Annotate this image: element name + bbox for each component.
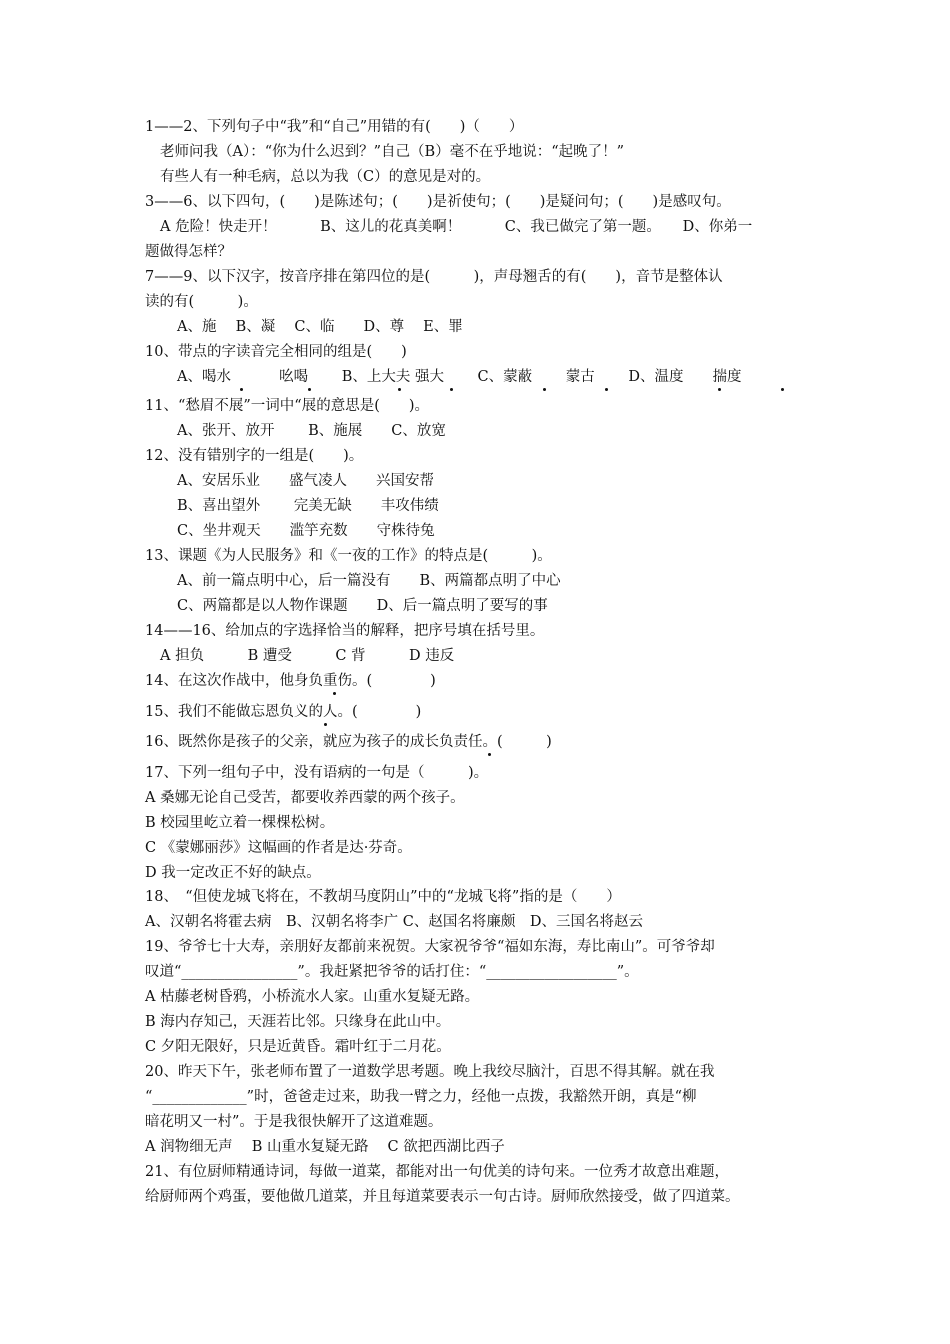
question-3-6-options: A 危险！快走开！ B、这儿的花真美啊！ C、我已做完了第一题。 D、你弟一 [160,219,753,235]
question-19-stem-cont: 叹道“________________”。我赶紧把爷爷的话打住：“__________________”。 [145,964,639,980]
emphasis-dot [308,388,311,391]
question-20-stem-cont-1: “_____________”时，爸爸走过来，助我一臂之力，经他一点拨，我豁然开朗，真是“柳 [145,1089,697,1105]
question-17-stem: 17、下列一组句子中，没有语病的一句是（ )。 [145,765,489,781]
question-20-stem-cont-2: 暗花明又一村”。于是我很快解开了这道难题。 [145,1114,443,1130]
question-11-options: A、张开、放开 B、施展 C、放宽 [177,423,446,439]
emphasis-dot [543,388,546,391]
question-21-stem-cont: 给厨师两个鸡蛋，要他做几道菜，并且每道菜要表示一句古诗。厨师欣然接受，做了四道菜。 [145,1189,740,1205]
question-21-stem: 21、有位厨师精通诗词，每做一道菜，都能对出一句优美的诗句来。一位秀才故意出难题， [145,1164,729,1180]
question-7-9-stem-cont: 读的有( )。 [145,294,258,310]
emphasis-dot [398,388,401,391]
emphasis-dot [333,692,336,695]
question-13-stem: 13、课题《为人民服务》和《一夜的工作》的特点是( )。 [145,548,552,564]
question-17-option-d: D 我一定改正不好的缺点。 [145,865,321,881]
question-16: 16、既然你是孩子的父亲，就应为孩子的成长负责任。( ) [145,734,552,750]
question-13-options-ab: A、前一篇点明中心，后一篇没有 B、两篇都点明了中心 [177,573,561,589]
emphasis-dot [718,388,721,391]
question-7-9-options: A、施 B、凝 C、临 D、尊 E、罪 [177,319,463,335]
question-1-2-sentence-2: 有些人有一种毛病，总以为我（C）的意见是对的。 [160,169,491,185]
emphasis-dot [450,388,453,391]
question-14-16-stem: 14——16、给加点的字选择恰当的解释，把序号填在括号里。 [145,623,545,639]
question-18-stem: 18、 “但使龙城飞将在，不教胡马度阴山”中的“龙城飞将”指的是（ ） [145,889,621,905]
question-14-16-options: A 担负 B 遭受 C 背 D 违反 [160,648,455,664]
question-19-option-b: B 海内存知己，天涯若比邻。只缘身在此山中。 [145,1014,451,1030]
question-19-option-a: A 枯藤老树昏鸦，小桥流水人家。山重水复疑无路。 [145,989,480,1005]
question-3-6-options-cont: 题做得怎样？ [145,244,232,260]
question-20-stem: 20、昨天下午，张老师布置了一道数学思考题。晚上我绞尽脑汁，百思不得其解。就在我 [145,1064,715,1080]
question-19-option-c: C 夕阳无限好，只是近黄昏。霜叶红于二月花。 [145,1039,451,1055]
question-11-stem: 11、“愁眉不展”一词中“展的意思是( )。 [145,398,430,414]
question-14: 14、在这次作战中，他身负重伤。( ) [145,673,436,689]
emphasis-dot [605,388,608,391]
question-17-option-c: C 《蒙娜丽莎》这幅画的作者是达·芬奇。 [145,840,412,856]
emphasis-dot [240,388,243,391]
question-1-2-stem: 1——2、下列句子中“我”和“自己”用错的有( )（ ） [145,119,524,135]
question-12-option-a: A、安居乐业 盛气凌人 兴国安帮 [177,473,434,489]
question-17-option-b: B 校园里屹立着一棵棵松树。 [145,815,335,831]
question-15: 15、我们不能做忘恩负义的人。( ) [145,704,422,720]
question-13-options-cd: C、两篇都是以人物作课题 D、后一篇点明了要写的事 [177,598,548,614]
question-3-6-stem: 3——6、以下四句，( )是陈述句；( )是祈使句；( )是疑问句；( )是感叹句。 [145,194,731,210]
question-20-options: A 润物细无声 B 山重水复疑无路 C 欲把西湖比西子 [145,1139,505,1155]
question-19-stem: 19、爷爷七十大寿，亲朋好友都前来祝贺。大家祝爷爷“福如东海，寿比南山”。可爷爷却 [145,939,715,955]
question-7-9-stem: 7——9、以下汉字，按音序排在第四位的是( )，声母翘舌的有( )，音节是整体认 [145,269,723,285]
emphasis-dot [488,753,491,756]
question-17-option-a: A 桑娜无论自己受苦，都要收养西蒙的两个孩子。 [145,790,465,806]
question-10-options: A、喝水 吆喝 B、上大夫 强大 C、蒙蔽 蒙古 D、温度 揣度 [177,369,742,385]
question-18-options: A、汉朝名将霍去病 B、汉朝名将李广 C、赵国名将廉颇 D、三国名将赵云 [145,914,643,930]
emphasis-dot [781,388,784,391]
question-1-2-sentence-1: 老师问我（A）：“你为什么迟到？”自己（B）毫不在乎地说：“起晚了！” [160,144,625,160]
question-12-option-c: C、坐井观天 滥竽充数 守株待兔 [177,523,435,539]
question-12-option-b: B、喜出望外 完美无缺 丰攻伟绩 [177,498,439,514]
question-12-stem: 12、没有错别字的一组是( )。 [145,448,364,464]
emphasis-dot [324,723,327,726]
question-10-stem: 10、带点的字读音完全相同的组是( ) [145,344,407,360]
